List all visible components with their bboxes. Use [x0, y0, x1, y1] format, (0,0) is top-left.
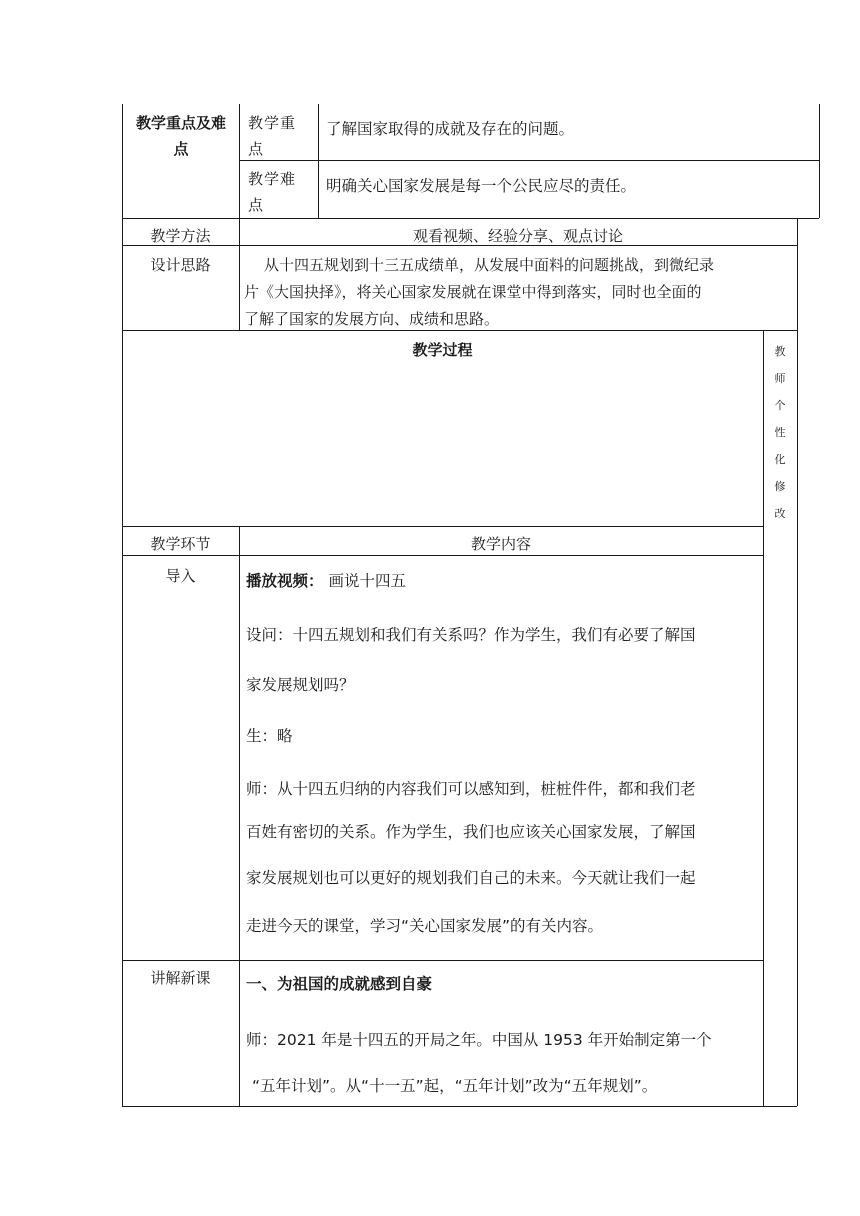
table-border — [318, 104, 319, 218]
design-line: 片《大国抉择》，将关心国家发展就在课堂中得到落实，同时也全面的 — [244, 283, 702, 301]
side-note-char: 修 — [774, 480, 786, 493]
content-header: 教学内容 — [470, 535, 531, 553]
side-note-char: 改 — [774, 507, 786, 520]
design-label: 设计思路 — [150, 256, 211, 274]
design-line: 了解了国家的发展方向、成绩和思路。 — [244, 310, 500, 328]
process-title: 教学过程 — [412, 341, 473, 359]
table-border — [122, 526, 763, 527]
intro-line: 师：从十四五归纳的内容我们可以感知到，桩桩件件，都和我们老 — [246, 780, 696, 798]
new-lesson-stage: 讲解新课 — [150, 969, 211, 987]
new-lesson-line: “五年计划”。从“十一五”起，“五年计划”改为“五年规划”。 — [252, 1077, 658, 1095]
table-border — [122, 960, 763, 961]
intro-line: 家发展规划也可以更好的规划我们自己的未来。今天就让我们一起 — [246, 869, 696, 887]
side-note-char: 师 — [774, 372, 786, 385]
intro-stage: 导入 — [165, 567, 196, 585]
key-point-text: 了解国家取得的成就及存在的问题。 — [326, 120, 575, 138]
table-border — [239, 104, 240, 218]
design-line: 从十四五规划到十三五成绩单，从发展中面料的问题挑战，到微纪录 — [264, 256, 715, 274]
method-value: 观看视频、经验分享、观点讨论 — [412, 227, 623, 245]
intro-line: 生：略 — [246, 727, 293, 745]
intro-line: 家发展规划吗？ — [246, 676, 355, 694]
table-border — [122, 104, 123, 218]
table-border — [797, 218, 798, 1106]
table-border — [122, 218, 819, 219]
difficulty-text: 明确关心国家发展是每一个公民应尽的责任。 — [326, 177, 637, 195]
side-note-char: 个 — [774, 399, 786, 412]
table-border — [239, 160, 819, 161]
intro-line: 设问：十四五规划和我们有关系吗？作为学生，我们有必要了解国 — [246, 626, 696, 644]
table-border — [763, 330, 764, 1106]
focus-section-label: 教学重点及难点 — [135, 114, 226, 158]
table-border — [122, 330, 797, 331]
side-note-char: 性 — [774, 426, 786, 439]
key-point-label: 教学重点 — [248, 114, 297, 158]
side-note-char: 化 — [774, 453, 786, 466]
table-border — [122, 555, 763, 556]
intro-line: 百姓有密切的关系。作为学生，我们也应该关心国家发展，了解国 — [246, 823, 696, 841]
table-border — [819, 104, 820, 218]
new-lesson-heading: 一、为祖国的成就感到自豪 — [246, 975, 433, 993]
side-note-char: 教 — [774, 345, 786, 358]
table-border — [239, 526, 240, 1106]
stage-header: 教学环节 — [150, 535, 211, 553]
intro-line: 走进今天的课堂，学习“关心国家发展”的有关内容。 — [246, 917, 604, 935]
new-lesson-line: 师：2021 年是十四五的开局之年。中国从 1953 年开始制定第一个 — [246, 1031, 712, 1049]
method-label: 教学方法 — [150, 227, 211, 245]
difficulty-label: 教学难点 — [248, 170, 297, 214]
video-title: 画说十四五 — [328, 572, 406, 590]
intro-video-line — [246, 569, 406, 591]
table-border — [122, 1106, 797, 1107]
video-label: 播放视频： — [246, 572, 324, 590]
